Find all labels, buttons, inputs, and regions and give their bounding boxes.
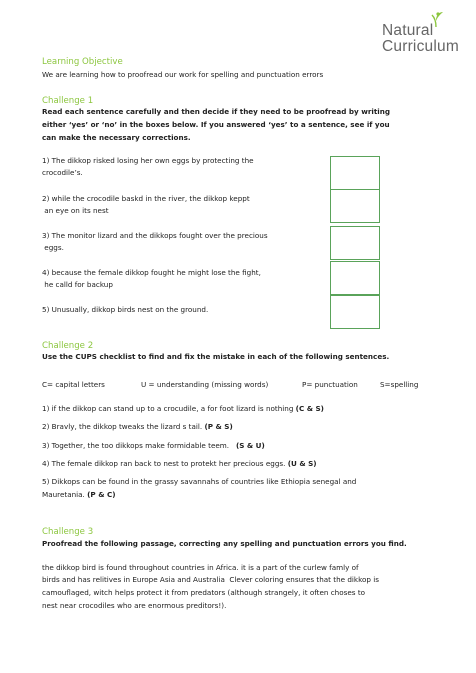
c1-sentence-3-line-1: 3) The monitor lizard and the dikkops fought over the precious xyxy=(42,231,268,240)
cups-key-u: U = understanding (missing words) xyxy=(141,380,269,389)
c2-sentence-5-line-1: 5) Dikkops can be found in the grassy savannahs of countries like Ethiopia senegal and xyxy=(42,477,357,486)
natural-curriculum-logo xyxy=(382,10,472,56)
challenge1-instruction-line-3: can make the necessary corrections. xyxy=(42,133,191,142)
c2-sentence-4: 4) The female dikkop ran back to nest to protekt her precious eggs. (U & S) xyxy=(42,459,317,468)
c2-sentence-3: 3) Together, the too dikkops make formidable teem. (S & U) xyxy=(42,441,265,450)
c1-sentence-4-line-1: 4) because the female dikkop fought he might lose the fight, xyxy=(42,268,261,277)
answer-box-3[interactable] xyxy=(330,226,380,260)
answer-box-1[interactable] xyxy=(330,156,380,190)
logo-line-1: Natural xyxy=(382,22,434,39)
c1-sentence-1-line-2: crocodile’s. xyxy=(42,168,83,177)
challenge1-instruction-line-1: Read each sentence carefully and then decide if they need to be proofread by writing xyxy=(42,107,391,116)
c1-sentence-2-line-1: 2) while the crocodile baskd in the river, the dikkop keppt xyxy=(42,194,250,203)
c2-sentence-5-line-2: Mauretania. (P & C) xyxy=(42,490,116,499)
c2-sentence-2-tag: (P & S) xyxy=(204,422,233,431)
passage-line-3: camouflaged, witch helps protect it from predators (although strangely, it often choses to xyxy=(42,588,366,597)
cups-key-s: S=spelling xyxy=(380,380,419,389)
challenge3-instruction: Proofread the following passage, correcting any spelling and punctuation errors you find. xyxy=(42,539,407,548)
challenge2-heading: Challenge 2 xyxy=(42,341,94,351)
answer-box-5[interactable] xyxy=(330,295,380,329)
c2-sentence-3-tag: (S & U) xyxy=(235,441,265,450)
passage-line-4: nest near crocodiles who are enormous preditors!). xyxy=(42,601,227,610)
c1-sentence-5-line-1: 5) Unusually, dikkop birds nest on the ground. xyxy=(42,305,209,314)
c2-sentence-1-tag: (C & S) xyxy=(295,404,324,413)
answer-box-2[interactable] xyxy=(330,189,380,223)
challenge3-heading: Challenge 3 xyxy=(42,527,94,537)
c1-sentence-3-line-2: eggs. xyxy=(42,243,64,252)
answer-box-4[interactable] xyxy=(330,261,380,295)
c2-sentence-5-tag: (P & C) xyxy=(87,490,116,499)
leaf-icon xyxy=(428,10,444,28)
c2-sentence-1: 1) if the dikkop can stand up to a crocudile, a for foot lizard is nothing (C & S) xyxy=(42,404,324,413)
cups-key-c: C= capital letters xyxy=(42,380,105,389)
c1-sentence-2-line-2: an eye on its nest xyxy=(42,206,109,215)
challenge2-instruction: Use the CUPS checklist to find and fix the mistake in each of the following sentences. xyxy=(42,352,390,361)
passage-line-1: the dikkop bird is found throughout countries in Africa. it is a part of the curlew famly of xyxy=(42,563,359,572)
c1-sentence-4-line-2: he calld for backup xyxy=(42,280,113,289)
objective-text: We are learning how to proofread our work for spelling and punctuation errors xyxy=(42,70,324,79)
passage-line-2: birds and has relitives in Europe Asia and Australia Clever coloring ensures that the dikkop is xyxy=(42,575,379,584)
objective-heading: Learning Objective xyxy=(42,57,123,67)
c1-sentence-1-line-1: 1) The dikkop risked losing her own eggs by protecting the xyxy=(42,156,254,165)
cups-key-p: P= punctuation xyxy=(302,380,358,389)
c2-sentence-2: 2) Bravly, the dikkop tweaks the lizard s tail. (P & S) xyxy=(42,422,233,431)
challenge1-heading: Challenge 1 xyxy=(42,96,94,106)
challenge1-instruction-line-2: either ‘yes’ or ‘no’ in the boxes below. If you answered ‘yes’ to a sentence, see if you xyxy=(42,120,390,129)
c2-sentence-4-tag: (U & S) xyxy=(287,459,317,468)
logo-line-2: Curriculum xyxy=(382,38,459,55)
